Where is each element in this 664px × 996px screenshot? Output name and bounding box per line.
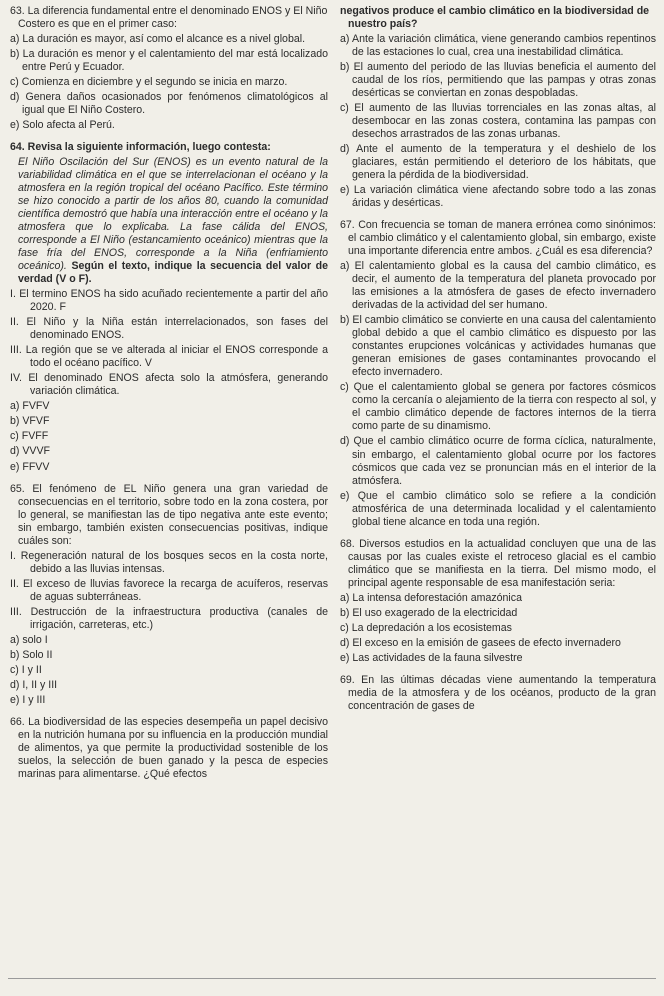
option-66-e: e) La variación climática viene afectando sobre todo a las zonas áridas y desérticas. [340, 184, 656, 210]
statement-64-i: I. El termino ENOS ha sido acuñado recientemente a partir del año 2020. F [10, 288, 328, 314]
question-66-stem: 66. La biodiversidad de las especies desempeña un papel decisivo en la nutrición humana por su influencia en la producción mundial de alimentos, ya que permite la productividad sostenible de los suelos, la selección de buen ganado y la pesca de especies marinas para alimentarse. ¿Qué efectos [10, 715, 328, 780]
option-67-b: b) El cambio climático se convierte en una causa del calentamiento global debido a que el cambio climático es dispuesto por las constantes erupciones volcánicas y actividades humanas que generan emisiones de gases contaminantes provocando el efecto invernadero. [340, 314, 656, 379]
question-64-passage [10, 156, 328, 286]
option-66-c: c) El aumento de las lluvias torrenciales en las zonas altas, al desembocar en las zonas costera, contamina las pampas con desechos arrastrados de las zonas urbanas. [340, 102, 656, 141]
option-64-e: e) FFVV [10, 460, 50, 473]
question-67 [340, 219, 656, 528]
statement-65-i: I. Regeneración natural de los bosques secos en la costa norte, debido a las lluvias intensas. [10, 549, 328, 575]
statement-65-ii: II. El exceso de lluvias favorece la recarga de acuíferos, reservas de aguas subterráneas. [10, 577, 328, 603]
question-69-stem: 69. En las últimas décadas viene aumentando la temperatura media de la atmosfera y de los océanos, producto de la gran concentración de gases de [340, 673, 656, 712]
option-63-c: c) Comienza en diciembre y el segundo se inicia en marzo. [10, 76, 288, 89]
option-63-d: d) Genera daños ocasionados por fenómenos climatológicos al igual que El Niño Costero. [10, 91, 328, 117]
option-64-c: c) FVFF [10, 430, 49, 443]
option-66-a: a) Ante la variación climática, viene generando cambios repentinos de las estaciones lo cual, crea una inestabilidad climática. [340, 33, 656, 59]
question-69 [340, 674, 656, 713]
passage-text: El Niño Oscilación del Sur (ENOS) es un evento natural de la variabilidad climática en el que se interrelacionan el océano y la atmosfera en la región tropical del océano Pacífico. Este término se hizo conocido a partir de los años 80, cuando la comunidad científica demostró que había una interacción entre el océano y la atmosfera que lo explicaba. La fase cálida del ENOS, corresponde a El Niño (estancamiento oceánico) mientras que la fase fría del ENOS, corresponde a la Niña (enfriamiento oceánico). [18, 156, 328, 273]
option-68-c: c) La depredación a los ecosistemas [340, 621, 512, 634]
left-column [10, 5, 328, 790]
statement-64-iii: III. La región que se ve alterada al iniciar el ENOS corresponde a todo el océano pacífico. V [10, 344, 328, 370]
option-68-e: e) Las actividades de la fauna silvestre [340, 651, 523, 664]
question-67-stem: 67. Con frecuencia se toman de manera errónea como sinónimos: el cambio climático y el calentamiento global, sin embargo, existe una importante diferencia entre ambos. ¿Cuál es esa diferencia? [340, 219, 656, 258]
option-68-a: a) La intensa deforestación amazónica [340, 591, 522, 604]
right-column [340, 5, 656, 722]
option-66-d: d) Ante el aumento de la temperatura y el deshielo de los glaciares, están permitiendo el deterioro de los hábitats, que genera la pérdida de la biodiversidad. [340, 143, 656, 182]
question-65-stem: 65. El fenómeno de EL Niño genera una gran variedad de consecuencias en el territorio, sobre todo en la zona costera, por lo general, se manifiestan las de tipo negativa ante este evento; sin embargo, también existen consecuencias positivas, indique cuáles son: [10, 482, 328, 547]
question-64 [10, 141, 328, 473]
question-63-stem: 63. La diferencia fundamental entre el denominado ENOS y El Niño Costero es que en el primer caso: [10, 5, 328, 31]
option-67-a: a) El calentamiento global es la causa del cambio climático, es decir, el aumento de la temperatura del planeta provocado por las emisiones a la atmósfera de gases de efecto invernadero derivadas de la actividad del ser humano. [340, 260, 656, 312]
option-65-e: e) I y III [10, 693, 46, 706]
option-63-e: e) Solo afecta al Perú. [10, 119, 115, 132]
question-66 [10, 716, 328, 781]
option-65-b: b) Solo II [10, 648, 53, 661]
statement-64-ii: II. El Niño y la Niña están interrelacionados, son fases del denominado ENOS. [10, 316, 328, 342]
question-68-stem: 68. Diversos estudios en la actualidad concluyen que una de las causas por las cuales existe el retroceso glacial es el cambio climático que se manifiesta en la tierra. Del mismo modo, el principal agente responsable de esa manifestación seria: [340, 537, 656, 589]
option-65-c: c) I y II [10, 663, 42, 676]
option-64-a: a) FVFV [10, 400, 50, 413]
question-64-stem: 64. Revisa la siguiente información, luego contesta: [10, 141, 271, 154]
option-65-d: d) I, II y III [10, 678, 58, 691]
question-66-lead: negativos produce el cambio climático en la biodiversidad de nuestro país? [340, 5, 650, 31]
option-66-b: b) El aumento del periodo de las lluvias beneficia el aumento del caudal de los ríos, permitiendo que las pampas y otras zonas desérticas se conviertan en zonas despobladas. [340, 61, 656, 100]
page-bottom-rule [8, 978, 656, 979]
option-67-c: c) Que el calentamiento global se genera por factores cósmicos como la cercanía o alejamiento de la tierra con respecto al sol, y el cambio climático depende de factores internos de la tierra como parte de su dinamismo. [340, 381, 656, 433]
statement-65-iii: III. Destrucción de la infraestructura productiva (canales de irrigación, carreteras, etc.) [10, 605, 328, 631]
option-64-b: b) VFVF [10, 415, 50, 428]
option-65-a: a) solo I [10, 633, 48, 646]
option-68-d: d) El exceso en la emisión de gasees de efecto invernadero [340, 636, 621, 649]
option-63-b: b) La duración es menor y el calentamiento del mar está localizado entre Perú y Ecuador. [10, 48, 328, 74]
question-66-continued [340, 5, 656, 210]
passage-instruction: Según el texto, indique la secuencia del valor de verdad (V o F). [18, 260, 328, 286]
question-65 [10, 483, 328, 707]
option-67-e: e) Que el cambio climático solo se refiere a la condición atmosférica de una determinada localidad y el calentamiento global tiene alcance en toda una región. [340, 489, 656, 528]
statement-64-iv: IV. El denominado ENOS afecta solo la atmósfera, generando variación climática. [10, 372, 328, 398]
option-67-d: d) Que el cambio climático ocurre de forma cíclica, naturalmente, sin embargo, el calentamiento global ocurre por los factores cósmicos que cada vez se pronuncian más en el interior de la atmósfera. [340, 435, 656, 487]
question-68 [340, 538, 656, 665]
option-64-d: d) VVVF [10, 445, 51, 458]
option-63-a: a) La duración es mayor, así como el alcance es a nivel global. [10, 33, 306, 46]
option-68-b: b) El uso exagerado de la electricidad [340, 606, 518, 619]
question-63 [10, 5, 328, 132]
